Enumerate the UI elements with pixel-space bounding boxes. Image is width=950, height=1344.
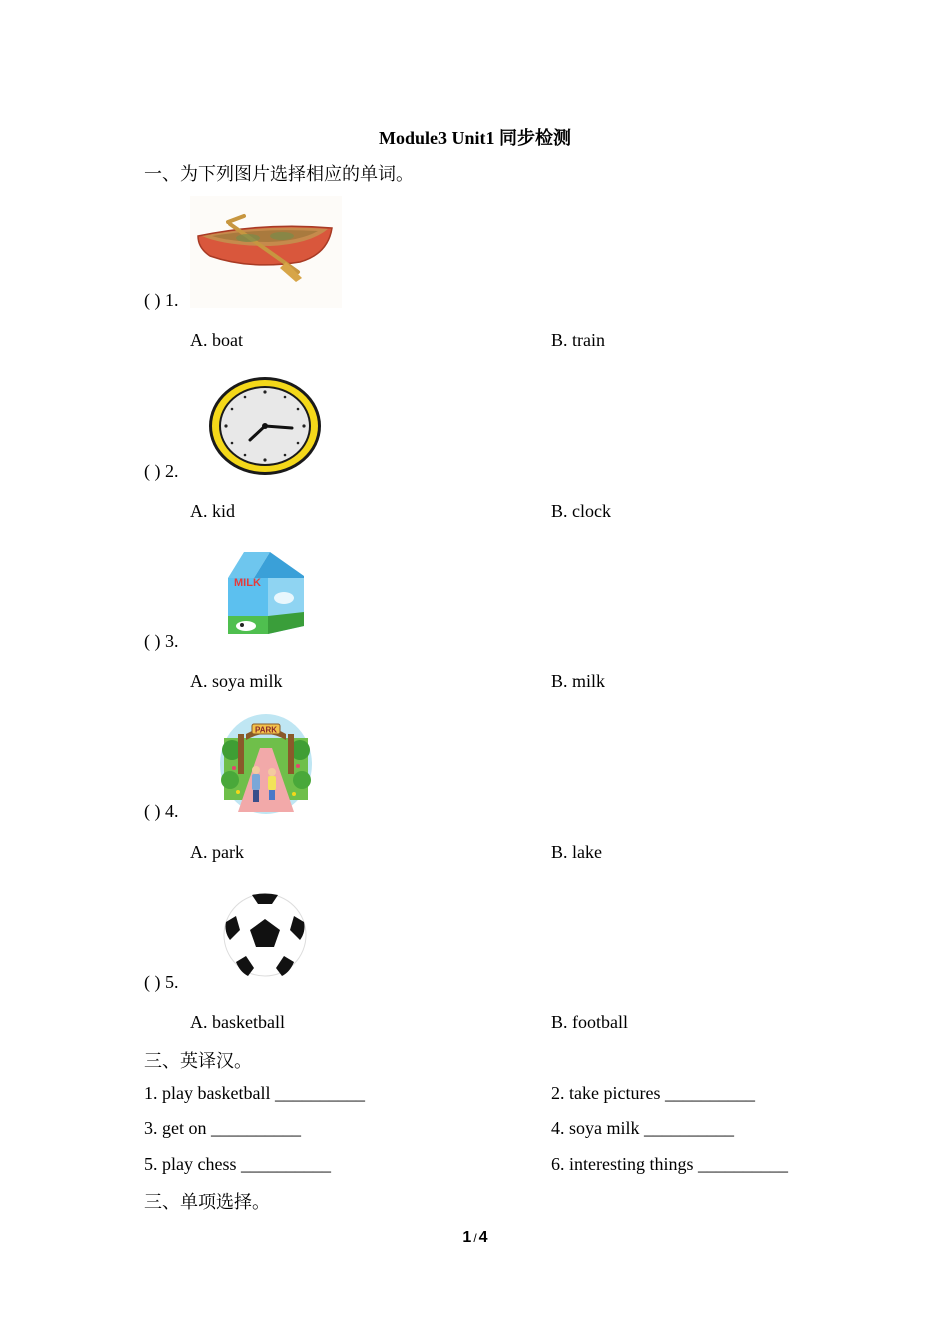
section-1-heading: 一、为下列图片选择相应的单词。 (144, 164, 414, 184)
clock-icon (206, 374, 324, 478)
translation-item: 3. get on __________ (144, 1118, 301, 1138)
football-icon (222, 892, 308, 978)
page-title: Module3 Unit1 同步检测 (378, 128, 571, 148)
translation-item: 5. play chess __________ (144, 1154, 331, 1174)
translation-item: 4. soya milk __________ (551, 1118, 734, 1138)
svg-text:PARK: PARK (254, 725, 278, 735)
translation-item: 2. take pictures __________ (551, 1083, 755, 1103)
total-pages: 4 (478, 1229, 488, 1246)
rowing-boat-icon (190, 196, 342, 308)
section-2-heading: 三、英译汉。 (144, 1051, 252, 1071)
current-page: 1 (462, 1229, 472, 1246)
question-label: ( ) 3. (144, 631, 179, 651)
option-b: B. milk (551, 671, 606, 691)
option-b: B. clock (551, 501, 611, 521)
option-b: B. train (551, 330, 605, 350)
option-b: B. football (551, 1012, 628, 1032)
translation-item: 1. play basketball __________ (144, 1083, 365, 1103)
option-a: A. park (190, 842, 244, 862)
question-label: ( ) 4. (144, 801, 179, 821)
question-label: ( ) 1. (144, 290, 179, 310)
option-b: B. lake (551, 842, 602, 862)
question-label: ( ) 5. (144, 972, 179, 992)
park-gate-icon (218, 708, 314, 816)
translation-item: 6. interesting things __________ (551, 1154, 788, 1174)
option-a: A. boat (190, 330, 243, 350)
svg-text:MILK: MILK (234, 577, 261, 589)
option-a: A. soya milk (190, 671, 283, 691)
question-label: ( ) 2. (144, 461, 179, 481)
section-3-heading: 三、单项选择。 (144, 1192, 270, 1212)
page-number: 1 / 4 (462, 1229, 488, 1246)
option-a: A. basketball (190, 1012, 285, 1032)
option-a: A. kid (190, 501, 235, 521)
milk-carton-icon (224, 546, 308, 638)
